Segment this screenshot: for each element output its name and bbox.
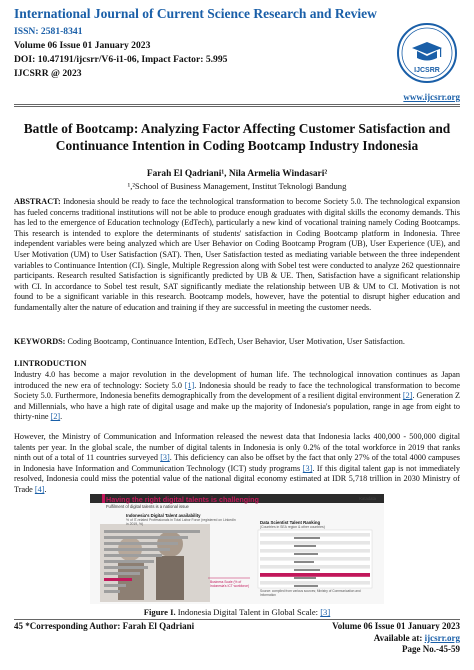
citation-link[interactable]: [2] (402, 391, 413, 401)
logo-text: IJCSRR (414, 67, 440, 74)
title-line-2: Continuance Intention in Coding Bootcamp Industry Indonesia (55, 138, 419, 153)
figure-infographic (90, 494, 384, 604)
footer-info (332, 621, 460, 656)
figure-brand: Katadata (359, 496, 376, 501)
keywords (14, 337, 460, 348)
abstract-text: Indonesia should be ready to face the technological transformation to become Society 5.0. The technological expansion has fueled concerns traditional institutions will not be able to produce enough graduates with digital skills the economy demands. This has led to the emergence of Education technology (EdTech), particularly a new kind of vocational training namely Coding Bootcamps. This research is intended to explore the determinants of students' satisfaction in Coding Bootcamp platform in Indonesia. Three independent variables were being analyzed which are User Behavior on Coding Bootcamp Program (UB), User Experience (UE), and User Motivation (UM) to User Satisfaction (SAT). Then, User Satisfaction tested as mediating variable between the three independent variables to Continuance Intention (CI). Single, Multiple Regression along with Sobel test were conducted to analyze 262 questionnaire participants. Research resulted Satisfaction is significantly predicted by UB & UE. Then, Satisfaction have a significant relationship with CI. In accordance to Sobel test result, SAT significantly mediate the relationship between UB & UM to CI. Motivation is not found to be a significant variable in this research. Bootcamp models, however, have the potential to disrupt higher education and fundamentally alter the nature of education and training if they are successful in meeting the customer needs. (14, 197, 460, 312)
journal-title: International Journal of Current Science Research and Review (14, 6, 377, 21)
figure-left-subtitle: % of IT-related Professionals in Total Labor Force (registered on LinkedIn in 2019, %) (126, 518, 236, 526)
citation-link[interactable]: [3] (160, 453, 170, 463)
figure-right-title: Data Scientist Talent Ranking (260, 520, 321, 525)
intro-paragraph-1: Industry 4.0 has become a major revolution in the development of human life. The technological innovation continues as Japan introduced the new era of technology: Society 5.0 [1]. Indonesia should be ready to face the technological transformation to become Society 5.0. Furthermore, Indonesia benefits demographically from the development of a resilient digital environment [2]. Generation Z and Millennials, who have a high rate of digital usage and make up the majority of Indonesia's population, range in age from eight to thirty-nine [2]. (14, 370, 460, 422)
citation-link[interactable]: [1] (184, 380, 195, 390)
figure-caption-text: Indonesia Digital Talent in Global Scale: (175, 607, 321, 617)
title-line-1: Battle of Bootcamp: Analyzing Factor Affecting Customer Satisfaction and (23, 121, 451, 136)
affiliation: ¹,²School of Business Management, Institut Teknologi Bandung (127, 181, 347, 191)
header-divider-2 (14, 106, 460, 107)
figure-footnote: Source: compiled from various sources; Ministry of Communication and Information (260, 589, 361, 597)
volume-line: Volume 06 Issue 01 January 2023 (14, 40, 151, 51)
issn: ISSN: 2581-8341 (14, 26, 83, 37)
doi-line: DOI: 10.47191/ijcsrr/V6-i1-06, Impact Factor: 5.995 (14, 54, 228, 65)
section-heading: I.INTRODUCTION (14, 359, 87, 368)
copyright-line: IJCSRR @ 2023 (14, 68, 82, 79)
figure-caption (14, 607, 460, 617)
intro-paragraph-2: However, the Ministry of Communication and Information released the newest data that Indonesia lacks 400,000 - 500,000 digital talents per year. In the global scale, the number of digital talents in Indonesia is only 0.2% of the total workforce in 2019 that ranks ninth out of a total of 11 countries surveyed [3]. This deficiency can also be offset by the fact that only 27% of the total 4000 campuses in Indonesia have Information and Communication Technology (ICT) study programs [3]. If this digital talent gap is not immediately resolved, Indonesia could miss the potential value of the national digital economy estimated at IDR 5,718 trillion in 2030 Ministry of Trade [4]. (14, 432, 460, 494)
figure-label: Figure I. (143, 607, 176, 617)
abstract (14, 197, 460, 314)
footer-link[interactable]: ijcsrr.org (424, 632, 460, 643)
citation-link[interactable]: [3] (302, 463, 313, 473)
figure-right-subtitle: (Countries in SEA region & other countries) (260, 525, 325, 529)
footer-pages: Page No.-45-59 (402, 644, 460, 654)
footer-divider (14, 619, 460, 620)
footer-corresponding-author: 45 *Corresponding Author: Farah El Qadriani (14, 621, 195, 631)
keywords-label: KEYWORDS: (14, 337, 66, 346)
footer-available: Available at: ijcsrr.org (373, 632, 460, 643)
paper-title (20, 120, 454, 154)
authors: Farah El Qadriani¹, Nila Armelia Windasari² (146, 169, 328, 179)
citation-link[interactable]: [3] (320, 607, 331, 617)
abstract-label: ABSTRACT: (14, 197, 61, 206)
figure-title: Having the right digital talents is challenging (106, 495, 259, 504)
journal-logo-icon (396, 22, 458, 84)
footer-volume: Volume 06 Issue 01 January 2023 (332, 621, 460, 631)
citation-link[interactable]: [4] (34, 484, 45, 494)
citation-link[interactable]: [2] (50, 412, 61, 422)
website-link[interactable]: www.ijcsrr.org (403, 92, 460, 102)
journal-header (14, 6, 460, 106)
keywords-text: Coding Bootcamp, Continuance Intention, EdTech, User Behavior, User Motivation, User Satisfaction. (65, 337, 405, 346)
figure-subtitle: Fulfilment of digital talents is a national issue (106, 504, 189, 509)
figure-left-title: Indonesia's Digital Talent availability (126, 513, 201, 518)
header-divider (14, 104, 460, 105)
figure-note: Business Scale (% of Indonesia's ICT workforce) (210, 580, 250, 588)
